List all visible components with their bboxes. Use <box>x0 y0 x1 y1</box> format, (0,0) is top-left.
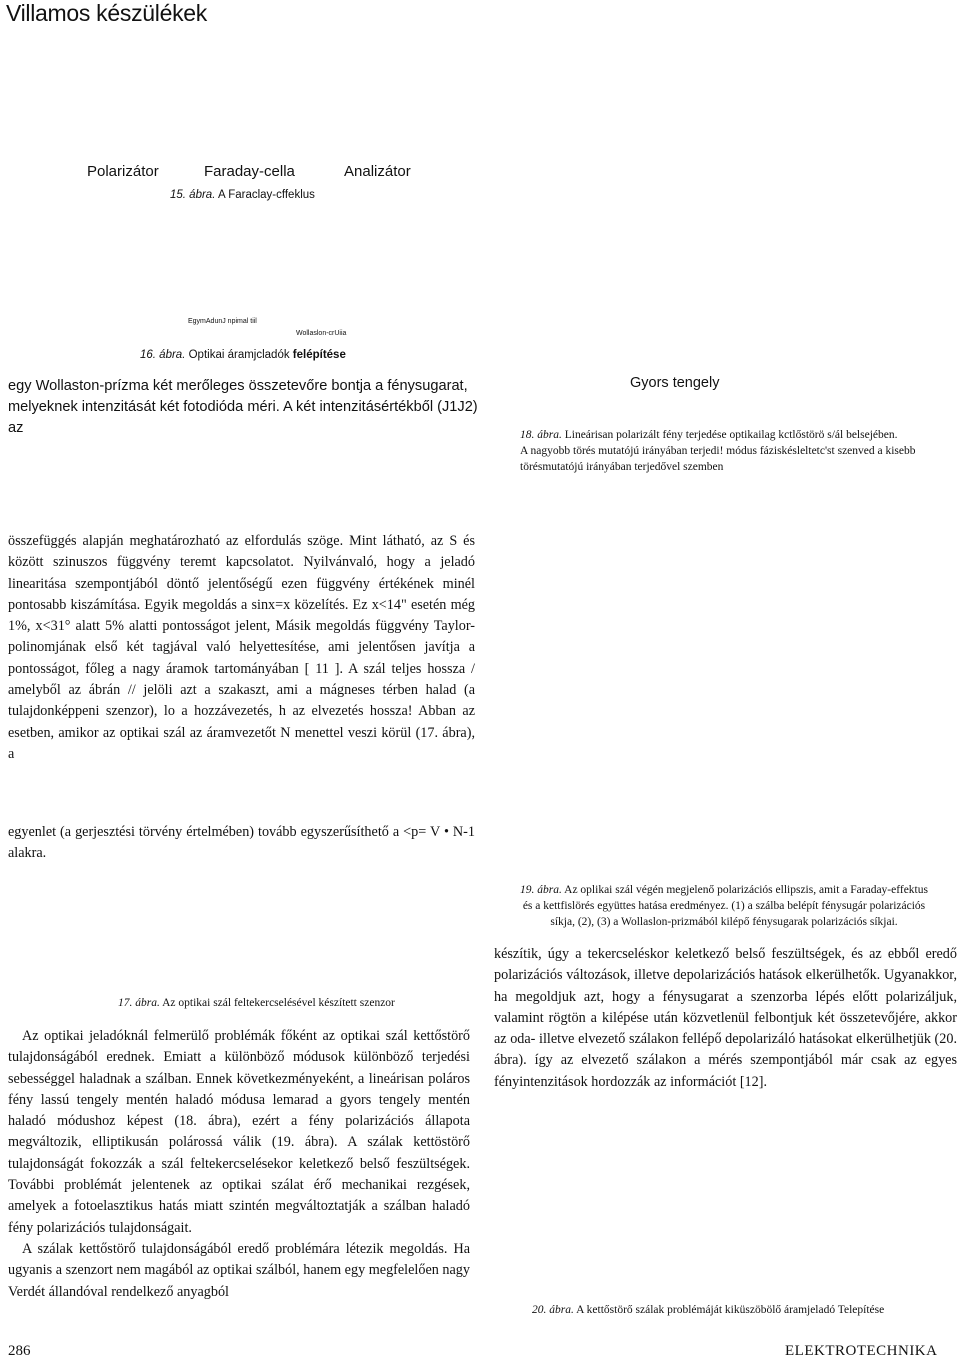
paragraph-birefringence <box>8 1026 470 1303</box>
page-number: 286 <box>8 1343 31 1359</box>
running-header: Villamos készülékek <box>6 0 207 26</box>
fig19-caption-line1-text: Az oplikai szál végén megjelenő polarizációs ellipszis, amit a Faraday-effektus <box>564 884 928 896</box>
fig18-caption-number: 18. ábra. <box>520 429 562 441</box>
fig18-label-fast-axis: Gyors tengely <box>630 375 720 391</box>
fig19-caption-number: 19. ábra. <box>520 884 562 896</box>
fig16-tiny-label-1: EgymAdunJ npimal tiil <box>188 318 257 325</box>
paragraph-sensor-material-text: készítik, úgy a tekercseléskor keletkező belső feszültségek, és az ebből eredő polarizációs változások, illetve depolarizációs hatások elkerülhetők. Ugyanakkor, ha megoldjuk azt, hogy a fénysugarat a szenzorba lépés előtt polarizáljuk, valamint rögtön a kilépése után közvetlenül felbontjuk két összetevőjére, akkor az oda- illetve elvezető szálakon fellépő depolarizáló hatásokat elkerülhetjük (20. ábra). így az elvezető szálakon a mérés szempontjából már csak az egyes fényintenzitások hordozzák az információt [12]. <box>494 946 957 1090</box>
paragraph-wollaston-text: egy Wollaston-prízma két merőleges összetevőre bontja a fénysugarat, melyeknek intenzitását két fotodióda méri. A két intenzitásértékből (J1J2) az <box>8 378 478 436</box>
fig16-caption-text-b: felépítése <box>292 349 346 361</box>
fig15-caption <box>170 187 315 203</box>
fig18-caption-line1 <box>520 427 960 443</box>
paragraph-sensor-material <box>494 944 957 1093</box>
fig16-caption-text-a: Optikai áramjcladók <box>188 349 290 361</box>
fig19-caption-line3: síkja, (2), (3) a Wollaslon-prizmából kilépő fénysugarak polarizációs síkjai. <box>550 916 898 928</box>
fig17-caption-text: Az optikai szál feltekercselésével készített szenzor <box>162 997 395 1009</box>
fig15-caption-number: 15. ábra. <box>170 189 216 201</box>
fig16-tiny-label-2: Wollaslon-crUiia <box>296 330 347 337</box>
fig20-caption-number: 20. ábra. <box>532 1304 574 1316</box>
paragraph-relation <box>8 531 475 765</box>
fig15-caption-text: A Faraclay-cffeklus <box>217 189 315 201</box>
fig20-caption <box>532 1302 884 1318</box>
fig15-label-faraday-cell: Faraday-cella <box>204 163 295 180</box>
paragraph-birefringence-text: Az optikai jeladóknál felmerülő problémák főként az optikai szál kettőstörő tulajdonságából erednek. Emiatt a különböző módusok különböző terjedési sebességgel haladnak a szálban. Ennek következményeként, a lineárisan poláros fény lassú tengely mentén haladó módusa lemarad a gyors tengely mentén haladó módushoz képest (18. ábra), ezért a fény polarizációs állapota megváltozik, elliptikusán polárossá válik (19. ábra). A szálak kettöstörő tulajdonságát fokozzák a szál feltekercselésekor keletkező belső feszültségek. További problémát jelentenek az optikai szálat érő mechanikai rezgések, amelyek a fotoelasztikus hatás miatt szintén megváltoztatják a szálban haladó fény polarizációs tulajdonságait. <box>8 1028 470 1236</box>
fig19-caption <box>490 882 958 930</box>
paragraph-relation-text: összefüggés alapján meghatározható az elfordulás szöge. Mint látható, az S és között szinuszos függvény teremt kapcsolatot. Nyilvánvaló, hogy a jeladó linearitása szempontjából döntő jelentőségű ezen függvény értékének minél pontosabb kiszámítása. Egyik megoldás a sinx=x közelítés. Ez x<14" esetén még 1%, x<31° alatt 5% alatti pontosságot jelent, Másik megoldás függvény Taylor-polinomjának első két tagjával való helyettesítése, ami jelentősen javítja a pontosságot, főleg a nagy áramok tartományában [ 11 ]. A szál teljes hossza / amelyből az ábrán // jelöli azt a szakaszt, ami a mágneses térben halad (a tulajdonképpeni szenzor), lo a hozzávezetés, h az elvezetés hossza! Abban az esetben, amikor az optikai szál az áramvezetőt N menettel veszi körül (17. ábra), a <box>8 533 475 762</box>
fig17-caption <box>118 995 395 1011</box>
fig15-label-analyzer: Analizátor <box>344 163 411 180</box>
fig18-caption-line3: törésmutatójú irányában terjedővel szemben <box>520 461 724 473</box>
paragraph-equation-text: egyenlet (a gerjesztési törvény értelmében) tovább egyszerűsíthető a <p= V • N-1 alakra. <box>8 824 475 862</box>
fig18-caption-line1-text: Lineárisan polarizált fény terjedése optikailag kctlőstörö s/ál belsejében. <box>564 429 898 441</box>
paragraph-equation <box>8 822 475 865</box>
fig15-label-polarizer: Polarizátor <box>87 163 159 180</box>
fig19-caption-line1 <box>490 882 958 898</box>
fig19-caption-line2: és a kettfislörés együttes hatása eredményez. (1) a szálba belépít fénysugár polarizációs <box>522 900 926 912</box>
paragraph-solution-text: A szálak kettőstörő tulajdonságából eredő problémára létezik megoldás. Ha ugyanis a szenzort nem magából az optikai szálból, hanem egy megfelelően nagy Verdét állandóval rendelkező anyagból <box>8 1240 470 1300</box>
fig17-caption-number: 17. ábra. <box>118 997 160 1009</box>
fig16-caption-number: 16. ábra. <box>140 349 186 361</box>
fig18-caption-line2: A nagyobb törés mutatójú irányában terjedi! módus fáziskésleltetc'st szenved a kisebb <box>520 445 916 457</box>
fig20-caption-text: A kettőstörő szálak problémáját kiküszöbölő áramjeladó Telepítése <box>576 1304 885 1316</box>
fig18-caption <box>520 427 960 475</box>
paragraph-wollaston <box>8 376 480 439</box>
journal-name: ELEKTROTECHNIKA <box>785 1343 938 1359</box>
fig16-caption <box>140 347 346 363</box>
